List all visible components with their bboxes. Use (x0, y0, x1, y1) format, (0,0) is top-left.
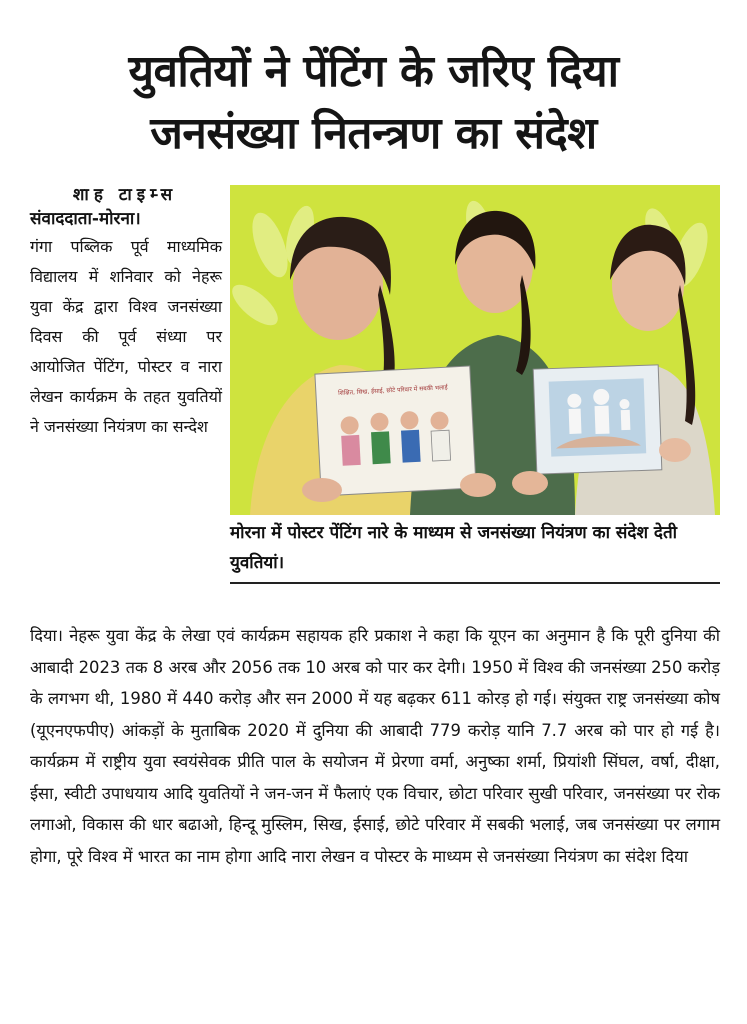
news-photo (230, 185, 720, 515)
headline-line-1: युवतियों ने पेंटिंग के जरिए दिया (128, 46, 619, 97)
poster-text: शिक्षित, सिख, ईसाई, छोटे परिवार में सबकी भलाई (337, 384, 448, 397)
photo-caption: मोरना में पोस्टर पेंटिंग नारे के माध्यम से जनसंख्या नियंत्रण का संदेश देती युवतियां। (230, 523, 678, 573)
caption-divider (230, 582, 720, 584)
article-column-text: गंगा पब्लिक पूर्व माध्यमिक विद्यालय में शनिवार को नेहरू युवा केंद्र द्वारा विश्व जनसंख्या दिवस की पूर्व संध्या पर आयोजित पेंटिंग, पोस्टर व नारा लेखन कार्यक्रम के तहत युवतियों ने जनसंख्या नियंत्रण का सन्देश (30, 237, 222, 436)
publication-name: शाह टाइम्स (72, 185, 178, 205)
correspondent-location: संवाददाता-मोरना। (30, 209, 141, 229)
article-body-text: दिया। नेहरू युवा केंद्र के लेखा एवं कार्यक्रम सहायक हरि प्रकाश ने कहा कि यूएन का अनुमान है कि पूरी दुनिया की आबादी 2023 तक 8 अरब और 2056 तक 10 अरब को पार कर देगी। 1950 में विश्व की जनसंख्या 250 करोड़ के लगभग थी, 1980 में 440 करोड़ और सन 2000 में यह बढ़कर 611 कोरड़ हो गई। संयुक्त राष्ट्र जनसंख्या कोष (यूएनएफपीए) आंकड़ों के मुताबिक 2020 में दुनिया की आबादी 779 करोड़ यानि 7.7 अरब को पार हो गई है। कार्यक्रम में राष्ट्रीय युवा स्वयंसेवक प्रीति पाल के सयोजन में प्रेरणा वर्मा, अनुष्का शर्मा, प्रियांशी सिंघल, वर्षा, दीक्षा, ईसा, स्वीटी उपाधयाय आदि युवतियों ने जन-जन में फैलाएं एक विचार, छोटा परिवार सुखी परिवार, जनसंख्या पर रोक लगाओ, विकास की धार बढाओ, हिन्दू मुस्लिम, सिख, ईसाई, छोटे परिवार में सबकी भलाई, जब जनसंख्या पर लगाम होगा, पूरे विश्व में भारत का नाम होगा आदि नारा लेखन व पोस्टर के माध्यम से जनसंख्या नियंत्रण का संदेश दिया (30, 626, 720, 866)
headline-line-2: जनसंख्या नितन्त्रण का संदेश (150, 108, 597, 159)
byline (30, 183, 220, 231)
